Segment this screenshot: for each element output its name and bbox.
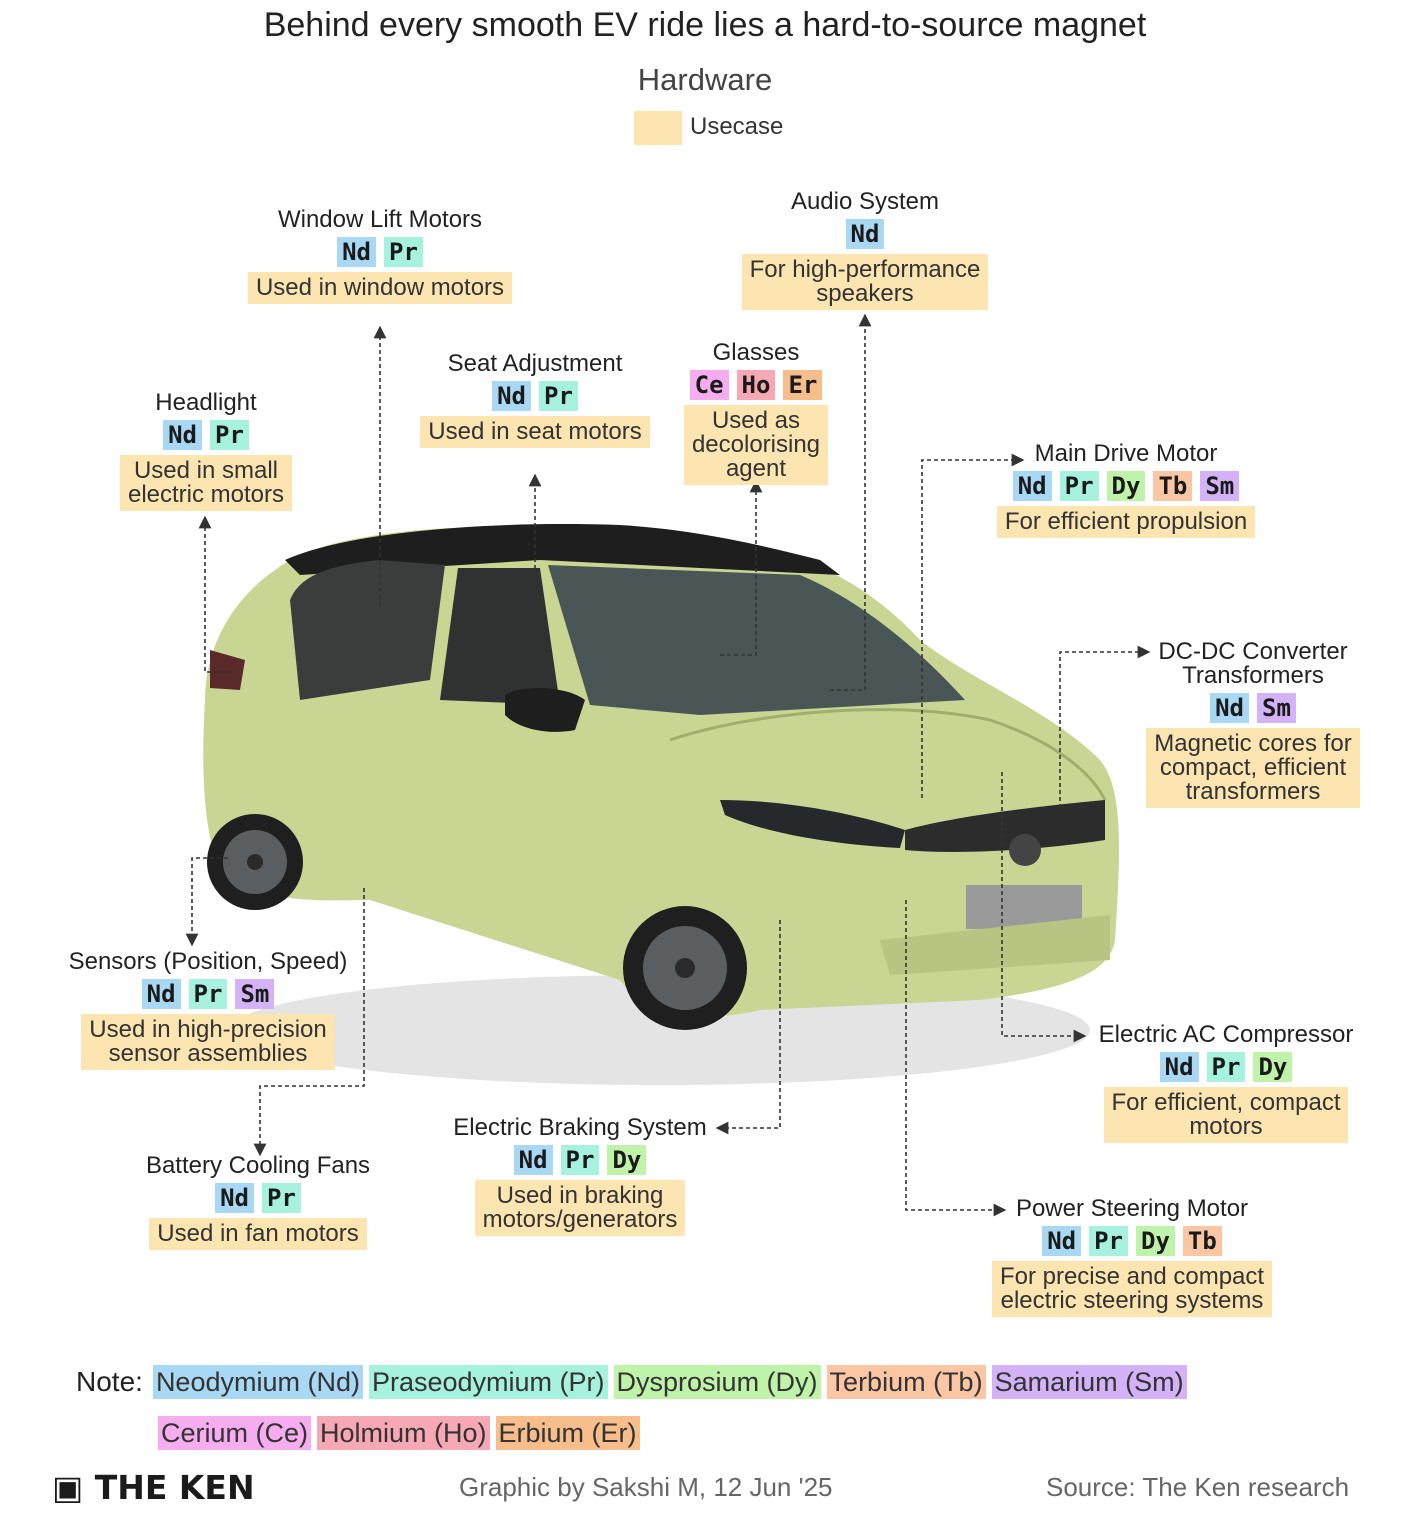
tag-dy: Dy: [607, 1145, 646, 1175]
callout-seat-adjustment: [412, 352, 658, 448]
callout-glasses: [680, 341, 832, 485]
component-name: Seat Adjustment: [447, 350, 623, 377]
usecase-box: For high-performance speakers: [742, 254, 989, 310]
tag-nd: Nd: [1160, 1052, 1199, 1082]
tag-sm: Sm: [1200, 471, 1239, 501]
key-cerium: Cerium (Ce): [158, 1416, 311, 1450]
component-name: Audio System: [790, 188, 940, 215]
tag-nd: Nd: [163, 420, 202, 450]
usecase-box: Used in fan motors: [149, 1218, 366, 1250]
tag-pr: Pr: [189, 979, 228, 1009]
key-terbium: Terbium (Tb): [827, 1365, 986, 1399]
callout-power-steering-motor: [976, 1197, 1288, 1317]
usecase-box: For precise and compact electric steering systems: [992, 1261, 1272, 1317]
note-label: Note:: [76, 1366, 143, 1397]
element-tags: [112, 420, 300, 450]
component-name: Main Drive Motor: [1034, 440, 1218, 467]
component-name: Sensors (Position, Speed): [68, 948, 348, 975]
element-tags: [980, 471, 1272, 501]
tag-nd: Nd: [492, 381, 531, 411]
rear-wheel: [207, 814, 303, 910]
element-tags: [733, 219, 997, 249]
component-name: DC-DC Converter Transformers: [1158, 638, 1348, 689]
element-tags: [132, 1183, 384, 1213]
graphic-credit: Graphic by Sakshi M, 12 Jun '25: [459, 1472, 833, 1502]
callout-headlight: [112, 391, 300, 511]
usecase-box: Used in seat motors: [420, 416, 649, 448]
tag-sm: Sm: [1257, 693, 1296, 723]
element-tags: [976, 1226, 1288, 1256]
tag-nd: Nd: [215, 1183, 254, 1213]
usecase-box: Used in high-precision sensor assemblies: [81, 1014, 334, 1070]
usecase-box: Used in small electric motors: [120, 455, 292, 511]
key-erbium: Erbium (Er): [496, 1416, 640, 1450]
usecase-box: Used in braking motors/generators: [475, 1180, 686, 1236]
tag-pr: Pr: [210, 420, 249, 450]
callout-main-drive-motor: [980, 442, 1272, 538]
usecase-box: Used in window motors: [248, 272, 512, 304]
chart-subtitle: Hardware: [637, 62, 773, 97]
rear-window: [290, 560, 445, 700]
source-credit: Source: The Ken research: [1046, 1472, 1350, 1502]
component-name: Headlight: [155, 389, 257, 416]
front-wheel: [623, 906, 747, 1030]
tag-er: Er: [783, 370, 822, 400]
callout-battery-cooling-fans: [132, 1154, 384, 1250]
legend-label: Usecase: [690, 113, 784, 140]
usecase-box: Used as decolorising agent: [684, 405, 828, 485]
element-tags: [1130, 693, 1376, 723]
brand-logo: [52, 1468, 255, 1507]
callout-sensors: [56, 950, 360, 1070]
tag-sm: Sm: [235, 979, 274, 1009]
element-tags: [438, 1145, 722, 1175]
tag-nd: Nd: [1210, 693, 1249, 723]
side-window: [440, 568, 560, 705]
callout-electric-braking-system: [438, 1116, 722, 1236]
tag-dy: Dy: [1253, 1052, 1292, 1082]
tag-pr: Pr: [1089, 1226, 1128, 1256]
usecase-box: Magnetic cores for compact, efficient transformers: [1146, 728, 1359, 808]
component-name: Electric Braking System: [453, 1114, 707, 1141]
component-name: Glasses: [712, 339, 800, 366]
tag-nd: Nd: [514, 1145, 553, 1175]
tag-ho: Ho: [737, 370, 776, 400]
brand-name: THE KEN: [94, 1468, 255, 1507]
element-tags: [412, 381, 658, 411]
callout-electric-ac-compressor: [1083, 1023, 1369, 1143]
key-samarium: Samarium (Sm): [992, 1365, 1187, 1399]
component-name: Window Lift Motors: [277, 206, 483, 233]
tag-nd: Nd: [1042, 1226, 1081, 1256]
tag-nd: Nd: [142, 979, 181, 1009]
callout-audio-system: [733, 190, 997, 310]
callout-dc-dc-converter: [1130, 640, 1376, 808]
key-dysprosium: Dysprosium (Dy): [614, 1365, 821, 1399]
tag-nd: Nd: [846, 219, 885, 249]
chart-title: Behind every smooth EV ride lies a hard-to-source magnet: [263, 6, 1147, 44]
tag-pr: Pr: [384, 237, 423, 267]
tag-pr: Pr: [262, 1183, 301, 1213]
tag-pr: Pr: [561, 1145, 600, 1175]
tag-nd: Nd: [337, 237, 376, 267]
callout-window-lift-motors: [239, 208, 521, 304]
element-tags: [56, 979, 360, 1009]
element-tags: [239, 237, 521, 267]
tag-pr: Pr: [539, 381, 578, 411]
tag-tb: Tb: [1153, 471, 1192, 501]
brand-mark-icon: ▣: [52, 1468, 84, 1507]
component-name: Battery Cooling Fans: [145, 1152, 371, 1179]
element-tags: [1083, 1052, 1369, 1082]
key-praseodymium: Praseodymium (Pr): [369, 1365, 608, 1399]
key-neodymium: Neodymium (Nd): [153, 1365, 363, 1399]
usecase-box: For efficient, compact motors: [1104, 1087, 1349, 1143]
key-holmium: Holmium (Ho): [317, 1416, 490, 1450]
element-tags: [680, 370, 832, 400]
tag-nd: Nd: [1013, 471, 1052, 501]
tag-dy: Dy: [1107, 471, 1146, 501]
tag-tb: Tb: [1183, 1226, 1222, 1256]
tag-pr: Pr: [1207, 1052, 1246, 1082]
element-key-row-2: [158, 1416, 640, 1450]
tag-dy: Dy: [1136, 1226, 1175, 1256]
tag-ce: Ce: [690, 370, 729, 400]
element-key-row-1: [76, 1365, 1187, 1399]
component-name: Electric AC Compressor: [1098, 1021, 1354, 1048]
tag-pr: Pr: [1060, 471, 1099, 501]
component-name: Power Steering Motor: [1015, 1195, 1249, 1222]
usecase-box: For efficient propulsion: [997, 506, 1255, 538]
